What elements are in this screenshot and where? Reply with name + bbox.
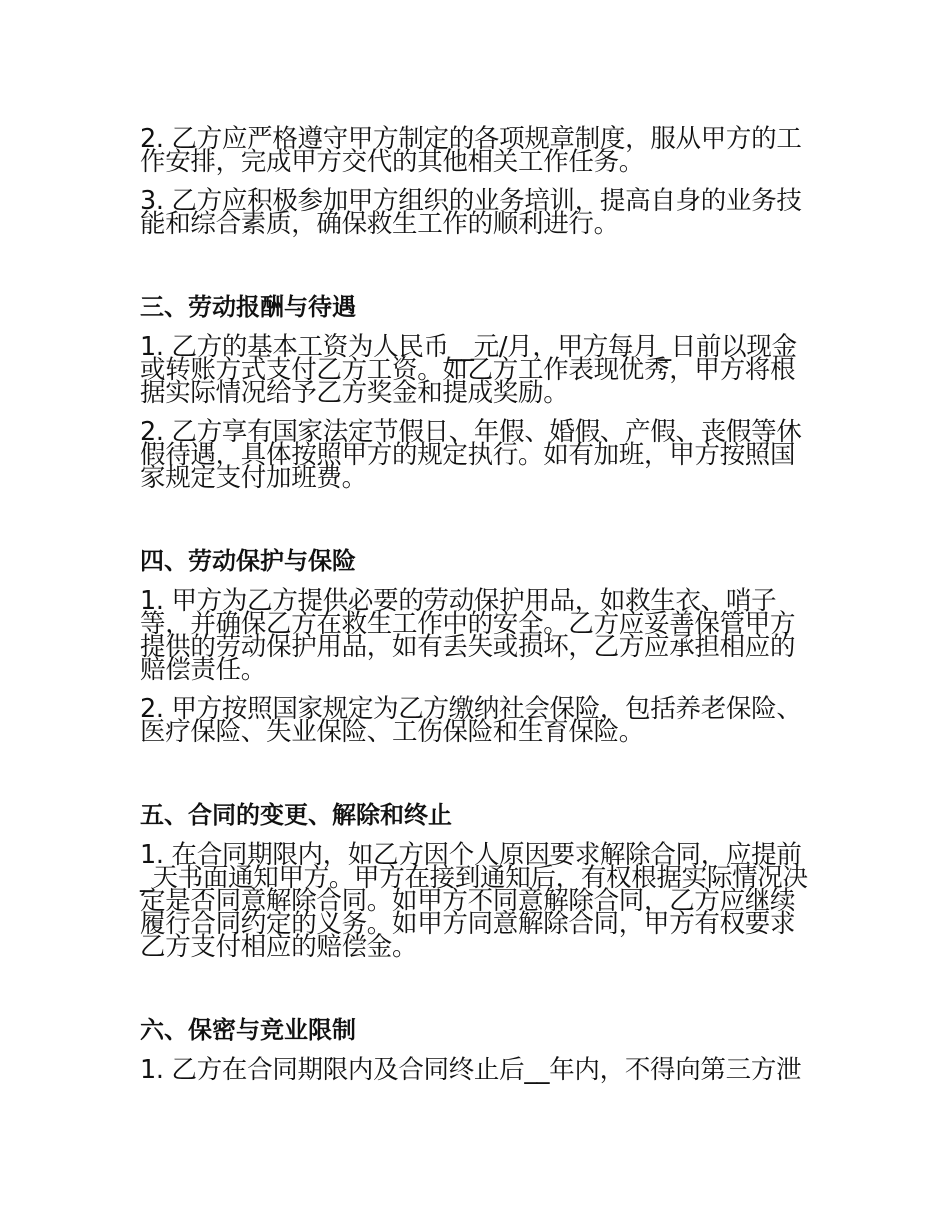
section-heading-termination: 五、合同的变更、解除和终止 bbox=[140, 801, 452, 829]
document-page bbox=[140, 124, 812, 1085]
paragraph-protection-2: 2. 甲方按照国家规定为乙方缴纳社会保险，包括养老保险、医疗保险、失业保险、工伤保险和生育保险。 bbox=[140, 694, 802, 747]
section-heading-remuneration: 三、劳动报酬与待遇 bbox=[140, 293, 356, 321]
paragraph-remuneration-1: 1. 乙方的基本工资为人民币__元/月，甲方每月_日前以现金或转账方式支付乙方工资。如乙方工作表现优秀，甲方将根据实际情况给予乙方奖金和提成奖励。 bbox=[140, 332, 797, 408]
paragraph-obligation-2: 2. 乙方应严格遵守甲方制定的各项规章制度，服从甲方的工作安排，完成甲方交代的其他相关工作任务。 bbox=[140, 124, 802, 177]
section-heading-confidentiality: 六、保密与竞业限制 bbox=[140, 1016, 356, 1044]
paragraph-protection-1: 1. 甲方为乙方提供必要的劳动保护用品，如救生衣、哨子等，并确保乙方在救生工作中的安全。乙方应妥善保管甲方提供的劳动保护用品，如有丢失或损坏，乙方应承担相应的赔偿责任。 bbox=[140, 586, 796, 685]
paragraph-termination-1: 1. 在合同期限内，如乙方因个人原因要求解除合同，应提前_天书面通知甲方。甲方在接到通知后，有权根据实际情况决定是否同意解除合同。如甲方不同意解除合同，乙方应继续履行合同约定的义务。如甲方同意解除合同，甲方有权要求乙方支付相应的赔偿金。 bbox=[140, 840, 808, 962]
section-heading-protection: 四、劳动保护与保险 bbox=[140, 547, 356, 575]
paragraph-confidentiality-1: 1. 乙方在合同期限内及合同终止后__年内，不得向第三方泄 bbox=[140, 1055, 802, 1085]
paragraph-remuneration-2: 2. 乙方享有国家法定节假日、年假、婚假、产假、丧假等休假待遇，具体按照甲方的规定执行。如有加班，甲方按照国家规定支付加班费。 bbox=[140, 417, 802, 493]
paragraph-obligation-3: 3. 乙方应积极参加甲方组织的业务培训，提高自身的业务技能和综合素质，确保救生工作的顺利进行。 bbox=[140, 186, 802, 239]
